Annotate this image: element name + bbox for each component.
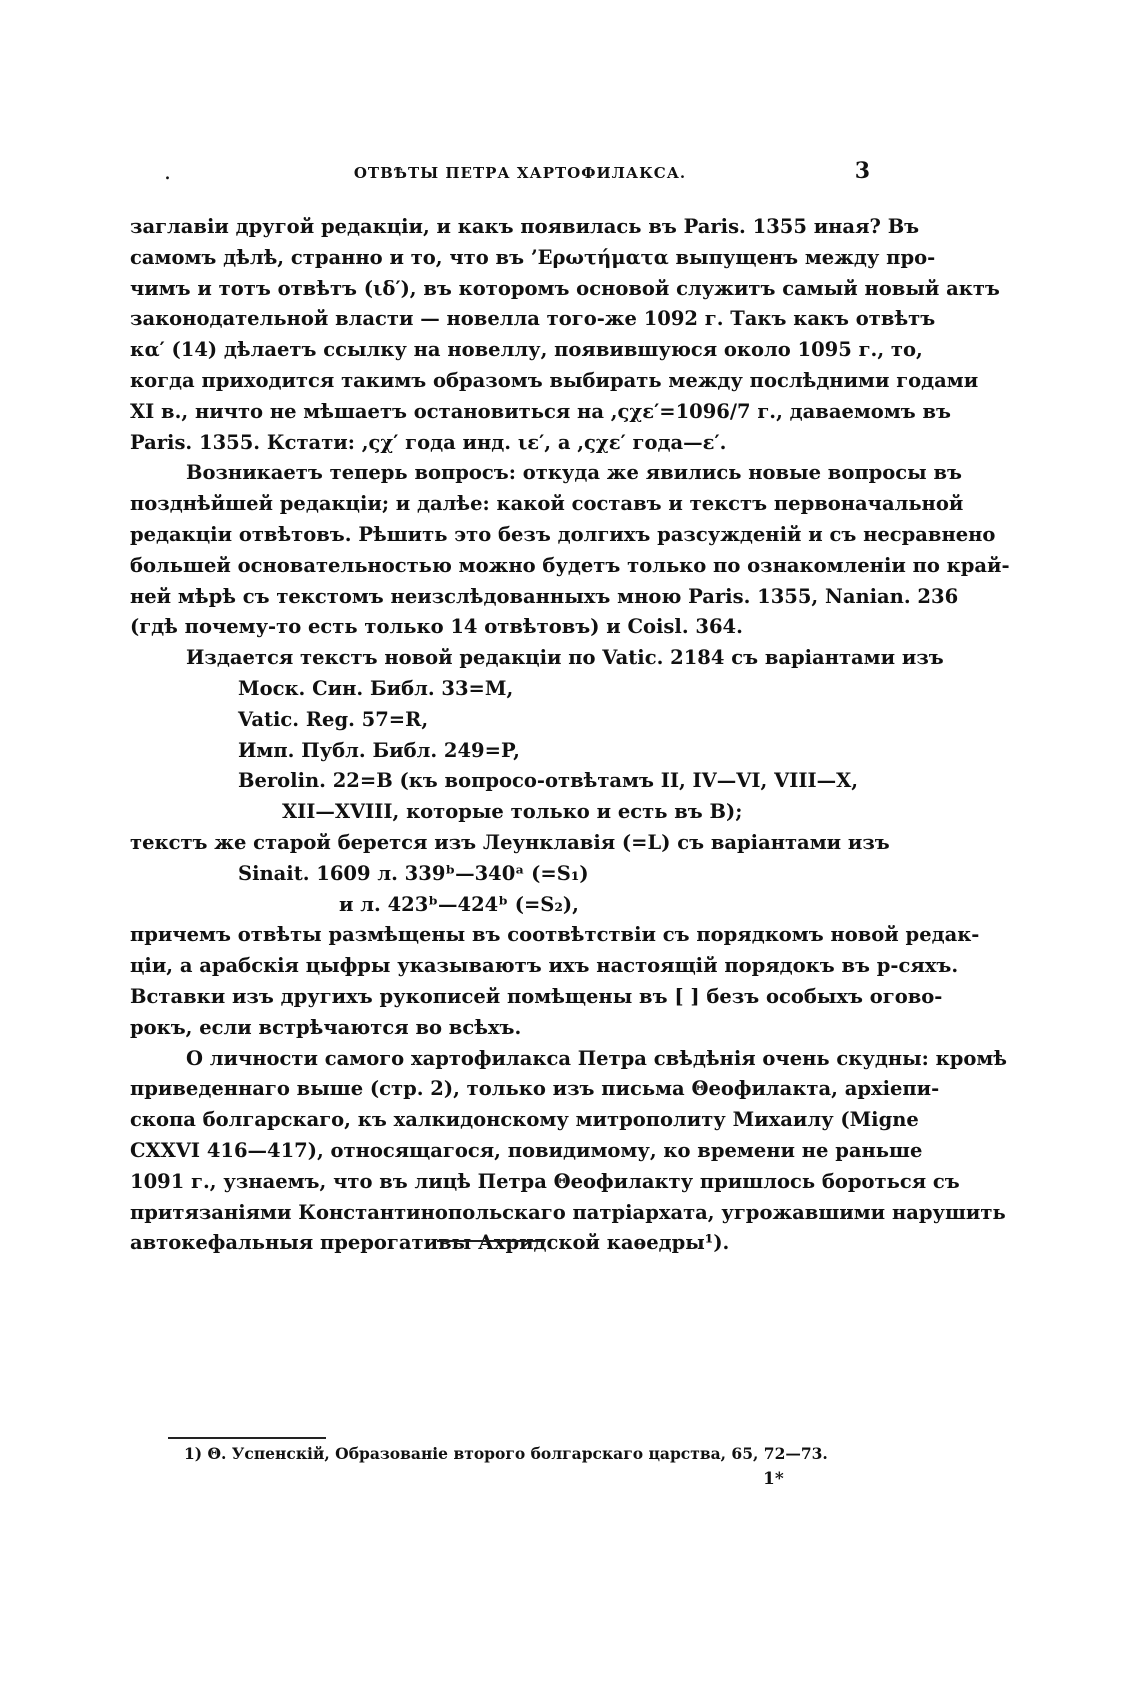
manuscript-siglum-line: Моск. Син. Библ. 33=M, — [238, 676, 514, 700]
text-line: Издается текстъ новой редакціи по Vatic. 2184 съ варіантами изъ — [186, 646, 944, 670]
text-line: рокъ, если встрѣчаются во всѣхъ. — [130, 1015, 522, 1039]
signature-mark: 1* — [763, 1469, 784, 1489]
text-line: (гдѣ почему-то есть только 14 отвѣтовъ) и Coisl. 364. — [130, 615, 743, 639]
text-line: CXXVI 416—417), относящагося, повидимому, ко времени не раньше — [130, 1138, 923, 1162]
text-line: текстъ же старой берется изъ Леунклавія (=L) съ варіантами изъ — [130, 830, 890, 854]
running-header — [160, 160, 880, 190]
text-line: когда приходится такимъ образомъ выбирать между послѣдними годами — [130, 368, 979, 392]
text-line: позднѣйшей редакціи; и далѣе: какой составъ и текстъ первоначальной — [130, 492, 964, 516]
text-line: притязаніями Константинопольскаго патріархата, угрожавшими нарушить — [130, 1200, 1006, 1224]
text-line: Paris. 1355. Кстати: ,ςχ′ года инд. ιε′, а ,ςχε′ года—ε′. — [130, 430, 727, 454]
text-line: 1091 г., узнаемъ, что въ лицѣ Петра Θеофилакту пришлось бороться съ — [130, 1169, 960, 1193]
manuscript-siglum-line: Vatic. Reg. 57=R, — [238, 707, 429, 731]
footnote: 1) Θ. Успенскій, Образованіе второго болгарскаго царства, 65, 72—73. — [184, 1444, 828, 1463]
text-line: приведеннаго выше (стр. 2), только изъ письма Θеофилакта, архіепи- — [130, 1077, 940, 1101]
header-dot: . — [164, 160, 171, 185]
manuscript-siglum-line: и л. 423ᵇ—424ᵇ (=S₂), — [339, 892, 579, 916]
text-line: заглавіи другой редакціи, и какъ появилась въ Paris. 1355 иная? Въ — [130, 215, 920, 238]
text-line: редакціи отвѣтовъ. Рѣшить это безъ долгихъ разсужденій и съ несравнено — [130, 522, 996, 546]
text-line: XI в., ничто не мѣшаетъ остановиться на ,ςχε′=1096/7 г., даваемомъ въ — [130, 399, 952, 423]
manuscript-siglum-line: Имп. Публ. Библ. 249=P, — [238, 738, 520, 762]
body-text — [130, 212, 1010, 1259]
section-divider — [437, 1240, 545, 1242]
text-line: Вставки изъ другихъ рукописей помѣщены въ [ ] безъ особыхъ огово- — [130, 984, 943, 1008]
text-line: ціи, а арабскія цыфры указываютъ ихъ настоящій порядокъ въ р-сяхъ. — [130, 954, 959, 978]
text-line: самомъ дѣлѣ, странно и то, что въ ’Ερωτήματα выпущенъ между про- — [130, 245, 936, 269]
text-line: Возникаетъ теперь вопросъ: откуда же явились новые вопросы въ — [186, 461, 962, 485]
page-number: 3 — [854, 158, 870, 184]
running-title: ОТВѢТЫ ПЕТРА ХАРТОФИЛАКСА. — [353, 164, 687, 182]
text-line: О личности самого хартофилакса Петра свѣдѣнія очень скудны: кромѣ — [186, 1046, 1008, 1070]
manuscript-siglum-line: XII—XVIII, которые только и есть въ B); — [282, 800, 743, 824]
text-line: автокефальныя прерогативы Ахридской каѳедры¹). — [130, 1231, 730, 1255]
text-line: причемъ отвѣты размѣщены въ соотвѣтствіи съ порядкомъ новой редак- — [130, 923, 980, 947]
text-line: чимъ и тотъ отвѣтъ (ιδ′), въ которомъ основой служитъ самый новый актъ — [130, 276, 1000, 300]
text-line: большей основательностью можно будетъ только по ознакомленіи по край- — [130, 553, 1010, 577]
text-line: ней мѣрѣ съ текстомъ неизслѣдованныхъ мною Paris. 1355, Nanian. 236 — [130, 584, 959, 608]
text-line: κα′ (14) дѣлаетъ ссылку на новеллу, появившуюся около 1095 г., то, — [130, 338, 923, 362]
footnote-rule — [168, 1437, 326, 1439]
manuscript-siglum-line: Berolin. 22=B (къ вопросо-отвѣтамъ II, IV—VI, VIII—X, — [238, 769, 859, 793]
text-line: скопа болгарскаго, къ халкидонскому митрополиту Михаилу (Migne — [130, 1108, 919, 1132]
text-line: законодательной власти — новелла того-же 1092 г. Такъ какъ отвѣтъ — [130, 307, 936, 331]
manuscript-siglum-line: Sinait. 1609 л. 339ᵇ—340ᵃ (=S₁) — [238, 861, 589, 885]
